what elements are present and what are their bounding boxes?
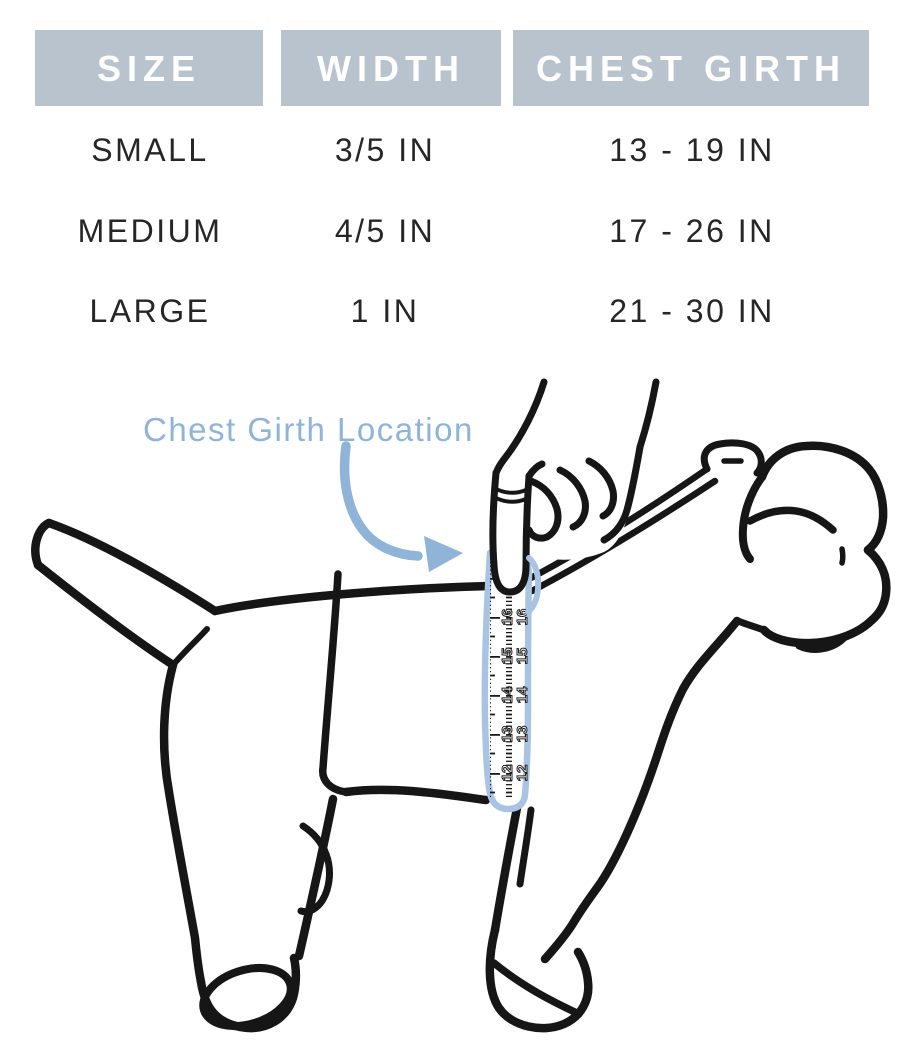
- dog-eye: [842, 549, 843, 563]
- dog-outline: [35, 443, 886, 1036]
- svg-text:13: 13: [499, 725, 516, 743]
- row-large-size: LARGE: [89, 293, 211, 329]
- arrow-icon: [345, 446, 463, 572]
- dog-chest-line: [545, 621, 737, 959]
- svg-text:13: 13: [514, 725, 531, 743]
- row-medium-girth: 17 - 26 IN: [609, 213, 775, 249]
- size-chart-table: [0, 0, 900, 380]
- row-small-girth: 13 - 19 IN: [609, 132, 775, 168]
- row-medium-size: MEDIUM: [77, 213, 223, 249]
- header-cell-width: WIDTH: [281, 30, 501, 106]
- svg-text:12: 12: [499, 764, 516, 782]
- hand: [492, 378, 662, 594]
- row-medium-width: 4/5 IN: [334, 213, 436, 249]
- dog-back-line: [215, 586, 489, 611]
- svg-text:15: 15: [514, 647, 531, 665]
- svg-text:14: 14: [499, 686, 516, 704]
- dog-belly-line: [346, 790, 486, 800]
- dog-muzzle: [868, 550, 886, 620]
- svg-text:14: 14: [514, 686, 531, 704]
- row-small-width: 3/5 IN: [334, 132, 436, 168]
- chest-girth-location-label: Chest Girth Location: [143, 411, 474, 448]
- svg-text:12: 12: [514, 764, 531, 782]
- header-cell-size: SIZE: [35, 30, 263, 106]
- row-large-girth: 21 - 30 IN: [609, 293, 775, 329]
- dog-rear-leg: [164, 665, 201, 982]
- svg-text:16: 16: [499, 608, 516, 626]
- dog-rear-paw: [196, 958, 298, 1036]
- header-cell-chest-girth: CHEST GIRTH: [513, 30, 869, 106]
- row-small-size: SMALL: [91, 132, 209, 168]
- svg-text:16: 16: [514, 608, 531, 626]
- row-large-width: 1 IN: [350, 293, 420, 329]
- svg-text:15: 15: [499, 647, 516, 665]
- dog-head: [762, 446, 883, 550]
